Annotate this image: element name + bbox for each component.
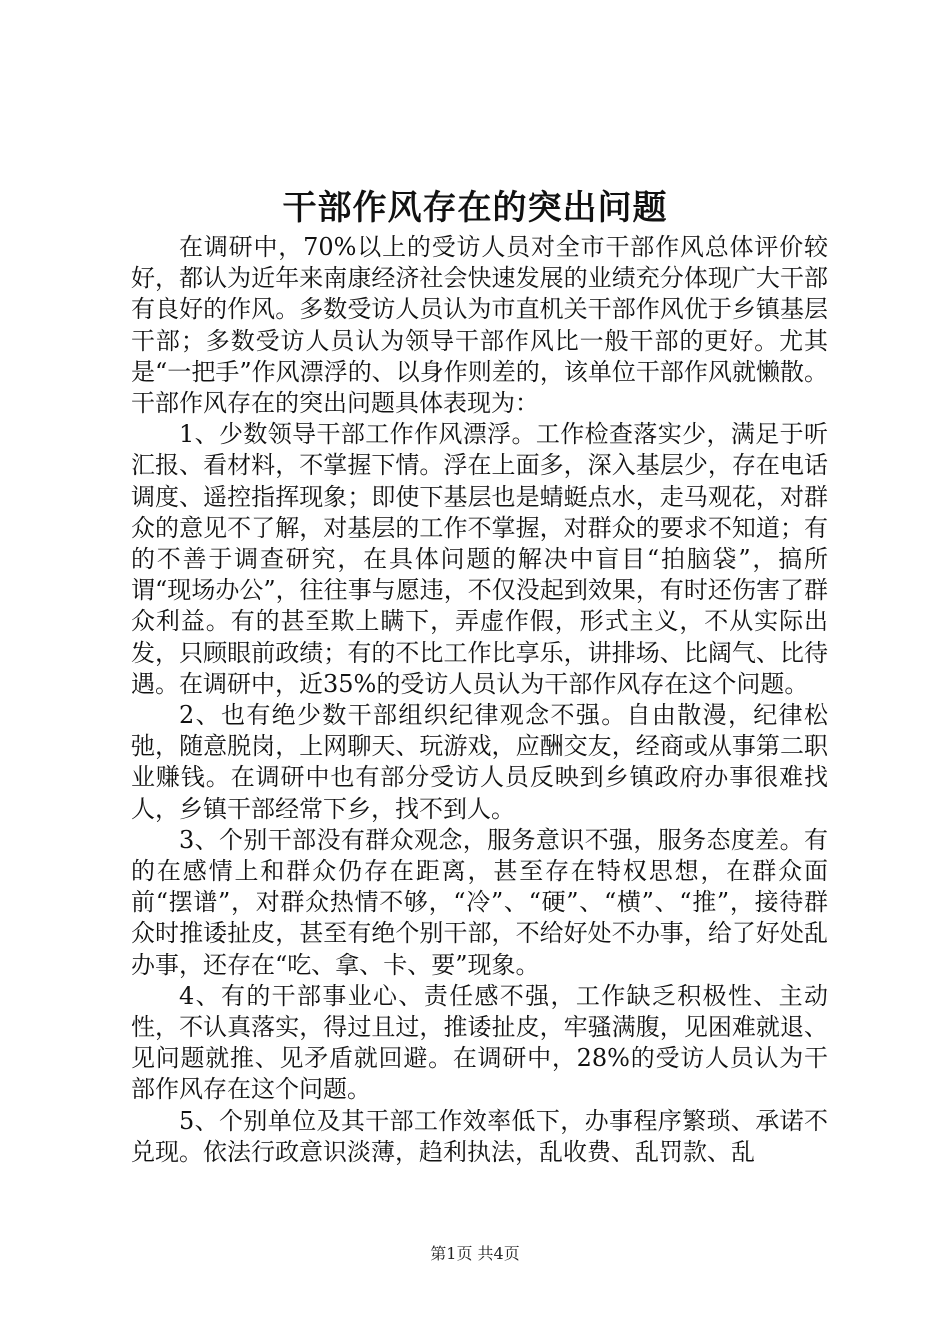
paragraph-intro: 在调研中，70%以上的受访人员对全市干部作风总体评价较好，都认为近年来南康经济社会快速发展的业绩充分体现广大干部有良好的作风。多数受访人员认为市直机关干部作风优于乡镇基层干部；多数受访人员认为领导干部作风比一般干部的更好。尤其是“一把手”作风漂浮的、以身作则差的，该单位干部作风就懒散。干部作风存在的突出问题具体表现为：: [131, 233, 828, 418]
paragraph-item-4: 4、有的干部事业心、责任感不强，工作缺乏积极性、主动性，不认真落实，得过且过，推诿扯皮，牢骚满腹，见困难就退、见问题就推、见矛盾就回避。在调研中，28%的受访人员认为干部作风存在这个问题。: [131, 981, 828, 1104]
paragraph-item-3: 3、个别干部没有群众观念，服务意识不强，服务态度差。有的在感情上和群众仍存在距离，甚至存在特权思想，在群众面前“摆谱”，对群众热情不够，“冷”、“硬”、“横”、“推”，接待群众时推诿扯皮，甚至有绝个别干部，不给好处不办事，给了好处乱办事，还存在“吃、拿、卡、要”现象。: [131, 825, 828, 979]
document-body: [131, 232, 828, 1168]
document-title: 干部作风存在的突出问题: [282, 188, 668, 228]
paragraph-item-2: 2、也有绝少数干部组织纪律观念不强。自由散漫，纪律松弛，随意脱岗，上网聊天、玩游戏，应酬交友，经商或从事第二职业赚钱。在调研中也有部分受访人员反映到乡镇政府办事很难找人，乡镇干部经常下乡，找不到人。: [131, 701, 828, 823]
paragraph-item-5: 5、个别单位及其干部工作效率低下，办事程序繁琐、承诺不兑现。依法行政意识淡薄，趋利执法，乱收费、乱罚款、乱: [131, 1106, 828, 1166]
paragraph-item-1: 1、少数领导干部工作作风漂浮。工作检查落实少，满足于听汇报、看材料，不掌握下情。浮在上面多，深入基层少，存在电话调度、遥控指挥现象；即使下基层也是蜻蜓点水，走马观花，对群众的意见不了解，对基层的工作不掌握，对群众的要求不知道；有的不善于调查研究，在具体问题的解决中盲目“拍脑袋”，搞所谓“现场办公”，往往事与愿违，不仅没起到效果，有时还伤害了群众利益。有的甚至欺上瞒下，弄虚作假，形式主义，不从实际出发，只顾眼前政绩；有的不比工作比享乐，讲排场、比阔气、比待遇。在调研中，近35%的受访人员认为干部作风存在这个问题。: [131, 420, 828, 698]
page-footer: [0, 1243, 950, 1265]
page-number-indicator: 第1页 共4页: [430, 1244, 520, 1263]
